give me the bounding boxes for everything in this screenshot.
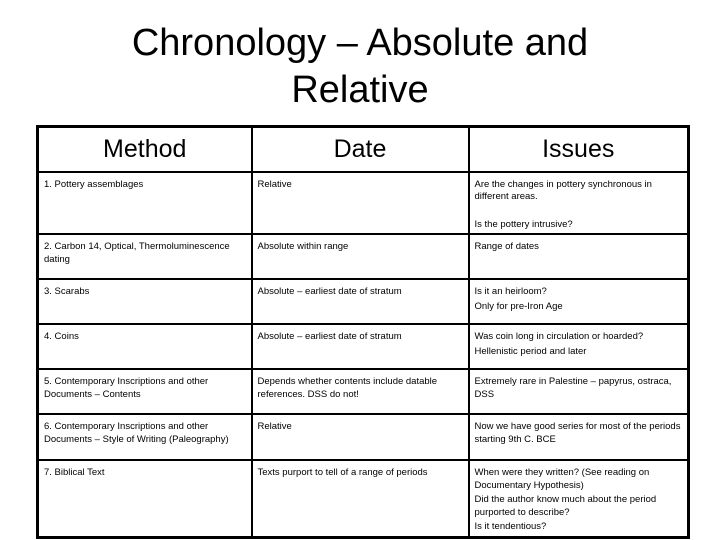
method-cell: 6. Contemporary Inscriptions and other Documents – Style of Writing (Paleography) xyxy=(38,414,252,460)
title-line: Chronology – Absolute and xyxy=(131,22,589,64)
table-row xyxy=(38,279,689,324)
table-row xyxy=(38,324,689,369)
title-line: Relative xyxy=(291,69,429,111)
method-cell: 5. Contemporary Inscriptions and other Documents – Contents xyxy=(38,369,252,414)
chronology-table xyxy=(36,125,690,539)
header-method: Method xyxy=(38,127,252,172)
issue-text: Extremely rare in Palestine – papyrus, ostraca, DSS xyxy=(474,376,672,400)
issues-cell xyxy=(469,324,689,369)
method-cell: 3. Scarabs xyxy=(38,279,252,324)
issues-cell xyxy=(469,234,689,279)
issues-cell xyxy=(469,414,689,460)
method-cell: 4. Coins xyxy=(38,324,252,369)
method-cell: 7. Biblical Text xyxy=(38,460,252,537)
date-cell: Relative xyxy=(252,172,469,235)
date-cell: Depends whether contents include datable references. DSS do not! xyxy=(252,369,469,414)
table-row xyxy=(38,369,689,414)
issue-text: When were they written? (See reading on Documentary Hypothesis) xyxy=(474,467,650,491)
issue-text: Only for pre-Iron Age xyxy=(474,300,563,312)
issues-cell xyxy=(469,369,689,414)
issue-text: Now we have good series for most of the periods starting 9th C. BCE xyxy=(474,421,681,445)
issues-cell xyxy=(469,460,689,537)
issue-text: Are the changes in pottery synchronous in different areas. xyxy=(474,178,652,202)
issue-text: Range of dates xyxy=(474,241,539,252)
table-row xyxy=(38,234,689,279)
issue-text: Hellenistic period and later xyxy=(474,345,587,357)
date-cell: Absolute – earliest date of stratum xyxy=(252,279,469,324)
issues-cell xyxy=(469,172,689,235)
issue-text: Is it an heirloom? xyxy=(474,286,547,297)
method-cell: 2. Carbon 14, Optical, Thermoluminescence dating xyxy=(38,234,252,279)
date-cell: Texts purport to tell of a range of periods xyxy=(252,460,469,537)
date-cell: Relative xyxy=(252,414,469,460)
table-row xyxy=(38,414,689,460)
method-cell: 1. Pottery assemblages xyxy=(38,172,252,235)
header-date: Date xyxy=(252,127,469,172)
date-cell: Absolute within range xyxy=(252,234,469,279)
issue-text: Was coin long in circulation or hoarded? xyxy=(474,331,644,342)
table-header-row xyxy=(38,127,689,172)
date-cell: Absolute – earliest date of stratum xyxy=(252,324,469,369)
issue-text: Did the author know much about the period purported to describe? xyxy=(474,494,657,518)
issues-cell xyxy=(469,279,689,324)
table-row xyxy=(38,460,689,537)
issue-text: Is it tendentious? xyxy=(474,521,547,532)
table-row xyxy=(38,172,689,235)
header-issues: Issues xyxy=(469,127,689,172)
slide-title xyxy=(0,20,720,114)
issue-text: Is the pottery intrusive? xyxy=(474,218,573,230)
